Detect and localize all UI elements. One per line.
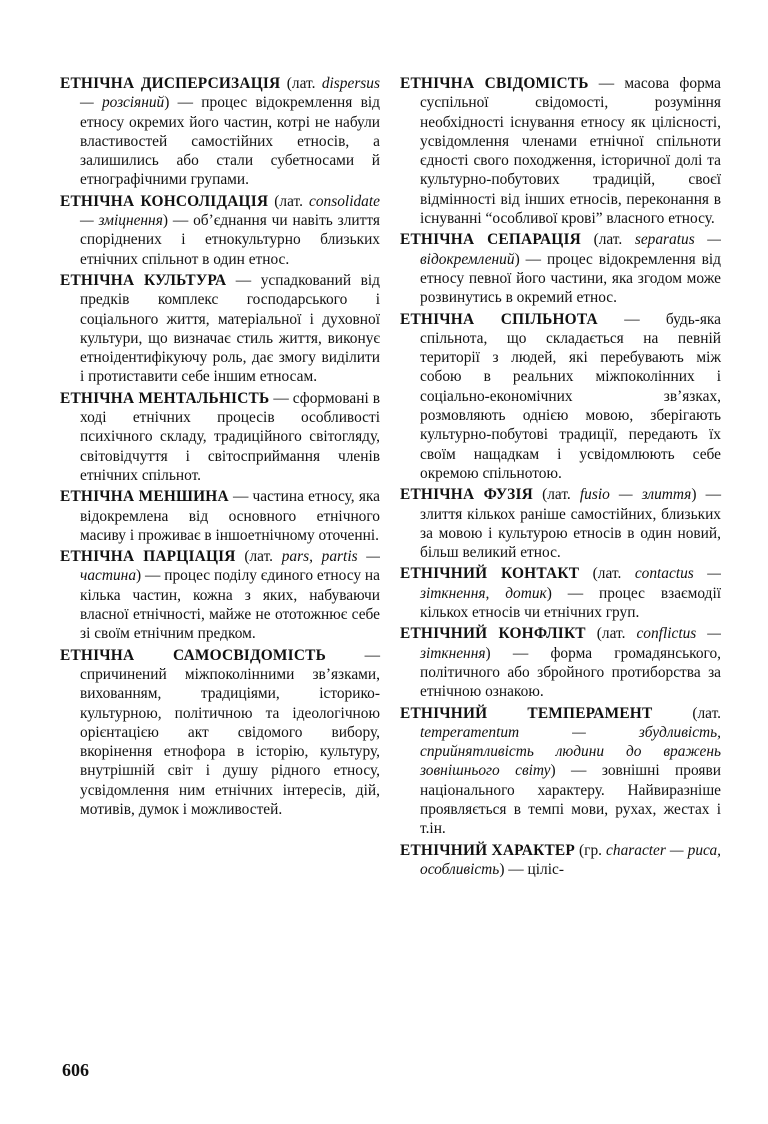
entry-term: ЕТНІЧНА ФУЗІЯ xyxy=(400,486,533,504)
entry-partsiatsiia xyxy=(60,547,380,643)
entry-lang: (лат. xyxy=(652,704,721,722)
entry-term: ЕТНІЧНА МЕНШИНА xyxy=(60,488,229,506)
entry-lang: (лат. xyxy=(580,231,635,249)
entry-fuziia xyxy=(400,485,721,562)
entry-term: ЕТНІЧНА СПІЛЬНОТА xyxy=(400,310,598,328)
entry-temperament xyxy=(400,704,721,839)
right-column xyxy=(400,74,721,881)
entry-dispersyzatsiia xyxy=(60,74,380,190)
entry-term: ЕТНІЧНА КУЛЬТУРА xyxy=(60,271,227,289)
entry-etymology: character — риса, особливість xyxy=(420,841,721,878)
entry-svidomist xyxy=(400,74,721,228)
entry-definition: ) — злиття кількох раніше самостійних, близьких за мовою і культурою етносів в один новий, більш великий етнос. xyxy=(420,486,721,562)
entry-kontakt xyxy=(400,564,721,622)
entry-lang: (лат. xyxy=(585,625,637,643)
entry-kharakter xyxy=(400,841,721,880)
entry-kultura xyxy=(60,271,380,387)
entry-definition: — сформовані в ході етнічних процесів особливості психічного складу, традиційного світогляду, світовідчуття і світосприймання членів етнічних спільнот. xyxy=(80,389,380,484)
entry-lang: (гр. xyxy=(575,841,607,859)
entry-etymology: fusio — злиття xyxy=(579,486,692,504)
entry-lang: (лат. xyxy=(579,565,635,583)
entry-etymology: separatus — відокремлений xyxy=(420,231,721,268)
entry-etymology: consolidate — зміцнення xyxy=(80,192,380,230)
entry-term: ЕТНІЧНА САМОСВІДОМІСТЬ xyxy=(60,646,327,664)
entry-term: ЕТНІЧНИЙ ХАРАКТЕР xyxy=(400,841,575,859)
entry-term: ЕТНІЧНИЙ КОНТАКТ xyxy=(400,565,580,583)
entry-lang: (лат. xyxy=(235,548,282,566)
entry-definition: — частина етносу, яка відокремлена від основного етнічного масиву і проживає в іншоетнічному оточенні. xyxy=(80,488,380,544)
entry-spilnota xyxy=(400,310,721,484)
entry-mentalnist xyxy=(60,389,380,485)
entry-etymology: pars, partis — частина xyxy=(80,548,380,585)
entry-konflikt xyxy=(400,624,721,701)
entry-lang: (лат. xyxy=(268,192,310,210)
entry-term: ЕТНІЧНА СВІДОМІСТЬ xyxy=(400,75,589,92)
entry-definition: ) — ціліс- xyxy=(499,860,564,878)
entry-menshyna xyxy=(60,487,380,545)
entry-konsolidatsiia xyxy=(60,192,380,269)
entry-etymology: contactus — зіткнення, дотик xyxy=(420,565,721,602)
entry-definition: ) — об’єднання чи навіть злиття споріднених і етнокультурно близьких етнічних спільнот в один етнос. xyxy=(80,212,380,268)
left-column xyxy=(60,74,380,821)
entry-definition: ) — процес відокремлення від етносу окремих його частин, котрі не набули властивостей самостійних етносів, а залишились або стали субетносами й етнографічними групами. xyxy=(80,94,380,189)
entry-samosvidomist xyxy=(60,646,380,820)
entry-separatsiia xyxy=(400,230,721,307)
entry-lang: (лат. xyxy=(532,486,580,504)
entry-definition: — успадкований від предків комплекс господарського і соціального життя, матеріальної і духовної культури, що визначає стиль життя, виконує етноідентифікуючу роль, дає змогу виділити і протиставити себе іншим етносам. xyxy=(80,271,380,386)
entry-term: ЕТНІЧНА ПАРЦІАЦІЯ xyxy=(60,548,236,566)
entry-term: ЕТНІЧНИЙ ТЕМПЕРАМЕНТ xyxy=(400,704,653,722)
entry-term: ЕТНІЧНИЙ КОНФЛІКТ xyxy=(400,625,586,643)
entry-etymology: dispersus — розсіяний xyxy=(80,75,380,112)
entry-etymology: conflictus — зіткнення xyxy=(420,625,721,662)
entry-lang: (лат. xyxy=(280,75,322,92)
entry-term: ЕТНІЧНА ДИСПЕРСИЗАЦІЯ xyxy=(60,75,281,92)
entry-definition: ) — процес поділу єдиного етносу на кілька частин, кожна з яких, набуваючи власної етнічності, майже не ототожнює себе зі своїм етнічним предком. xyxy=(80,567,380,643)
entry-etymology: temperamentum — збудливість, сприйнятливість людини до вражень зовнішнього світу xyxy=(420,723,721,780)
entry-definition: ) — зовнішні прояви національного характеру. Найвиразніше проявляється в темпі мови, рухах, жестах і т.ін. xyxy=(420,762,721,838)
entry-definition: — будь-яка спільнота, що складається на певній території з людей, які перебувають між собою в реальних міжпоколінних і соціально-економічних зв’язках, розмовляють однією мовою, зберігають культурно-побутові традиції, передають їх своїм нащадкам і усвідомлюють себе окремою спільнотою. xyxy=(420,310,721,482)
entry-definition: — масова форма суспільної свідомості, розуміння необхідності існування етносу як цілісності, усвідомлення членами етнічної спільноти єдності свого походження, історичної долі та культурно-побутових традицій, своєї відмінності від інших етносів, переконання в існуванні “особливої крові” власного етносу. xyxy=(420,75,721,228)
entry-definition: ) — процес відокремлення від етносу певної його частини, яка згодом може розвинутись в окремий етнос. xyxy=(420,250,721,307)
entry-definition: ) — процес взаємодії кількох етносів чи етнічних груп. xyxy=(420,584,722,622)
entry-definition: ) — форма громадянського, політичного або збройного протиборства за етнічною ознакою. xyxy=(420,644,721,701)
entry-term: ЕТНІЧНА КОНСОЛІДАЦІЯ xyxy=(60,192,269,210)
entry-definition: — спричинений міжпоколінними зв’язками, вихованням, традиціями, історико-культурною, політичною та ідеологічною орієнтацією акт свідомого вибору, вкорінення етнофора в історію, культуру, внутрішній світ і душу рідного етносу, усвідомлення ним етнічних інтересів, дій, мотивів, думок і можливостей. xyxy=(80,646,380,818)
entry-term: ЕТНІЧНА СЕПАРАЦІЯ xyxy=(400,231,581,249)
entry-term: ЕТНІЧНА МЕНТАЛЬНІСТЬ xyxy=(60,389,270,407)
page-number: 606 xyxy=(62,1060,89,1080)
